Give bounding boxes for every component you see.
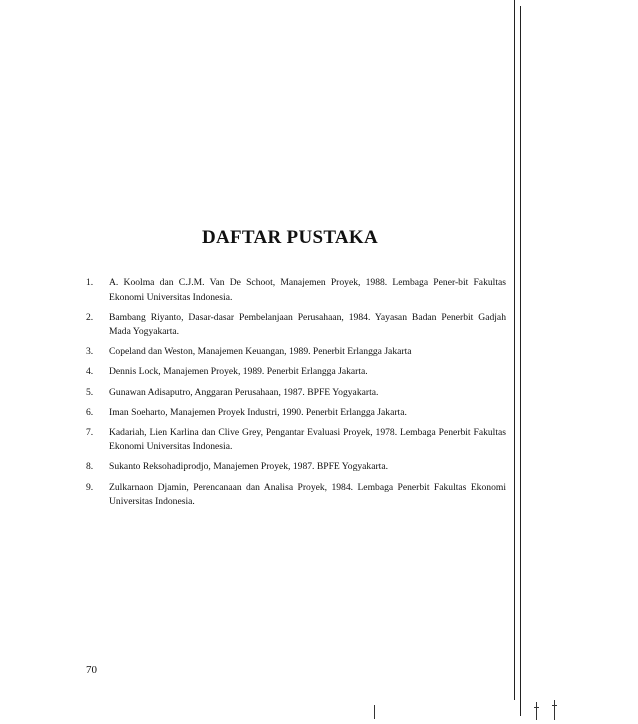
reference-text: Kadariah, Lien Karlina dan Clive Grey, Pengantar Evaluasi Proyek, 1978. Lembaga Penerbit Fakultas Ekonomi Universitas Indonesia.	[109, 426, 506, 453]
scan-mark	[554, 700, 555, 720]
reference-number: 6.	[86, 406, 94, 418]
scan-mark	[374, 705, 375, 719]
reference-number: 9.	[86, 481, 94, 493]
reference-item	[86, 386, 506, 401]
reference-number: 1.	[86, 277, 94, 288]
scan-margin-line	[520, 6, 521, 716]
reference-item	[86, 426, 506, 455]
reference-item	[86, 276, 506, 305]
scan-mark	[536, 702, 537, 720]
reference-text: Gunawan Adisaputro, Anggaran Perusahaan, 1987. BPFE Yogyakarta.	[109, 386, 379, 398]
scan-mark	[534, 707, 539, 708]
reference-item	[86, 406, 506, 421]
reference-text: Sukanto Reksohadiprodjo, Manajemen Proyek, 1987. BPFE Yogyakarta.	[109, 461, 388, 473]
reference-number: 2.	[86, 311, 94, 323]
reference-item	[86, 481, 506, 510]
scan-mark	[552, 705, 557, 706]
reference-text: Copeland dan Weston, Manajemen Keuangan, 1989. Penerbit Erlangga Jakarta	[109, 346, 412, 358]
reference-list	[86, 276, 506, 515]
reference-text: A. Koolma dan C.J.M. Van De Schoot, Manajemen Proyek, 1988. Lembaga Pener-bit Fakultas Ekonomi Universitas Indonesia.	[109, 277, 506, 303]
reference-text: Zulkarnaon Djamin, Perencanaan dan Analisa Proyek, 1984. Lembaga Penerbit Fakultas Ekonomi Universitas Indonesia.	[109, 481, 506, 508]
reference-number: 3.	[86, 346, 94, 358]
reference-item	[86, 345, 506, 360]
reference-number: 4.	[86, 366, 94, 378]
reference-number: 7.	[86, 426, 94, 438]
reference-text: Dennis Lock, Manajemen Proyek, 1989. Penerbit Erlangga Jakarta.	[109, 366, 368, 378]
page-title: DAFTAR PUSTAKA	[201, 227, 379, 248]
reference-item	[86, 460, 506, 475]
reference-number: 8.	[86, 461, 94, 473]
reference-text: Bambang Riyanto, Dasar-dasar Pembelanjaan Perusahaan, 1984. Yayasan Badan Penerbit Gadjah Mada Yogyakarta.	[109, 311, 506, 338]
reference-item	[86, 365, 506, 380]
reference-item	[86, 311, 506, 340]
page-number: 70	[86, 664, 97, 676]
reference-number: 5.	[86, 386, 94, 398]
scan-margin-line	[514, 0, 515, 700]
reference-text: Iman Soeharto, Manajemen Proyek Industri, 1990. Penerbit Erlangga Jakarta.	[109, 406, 407, 418]
